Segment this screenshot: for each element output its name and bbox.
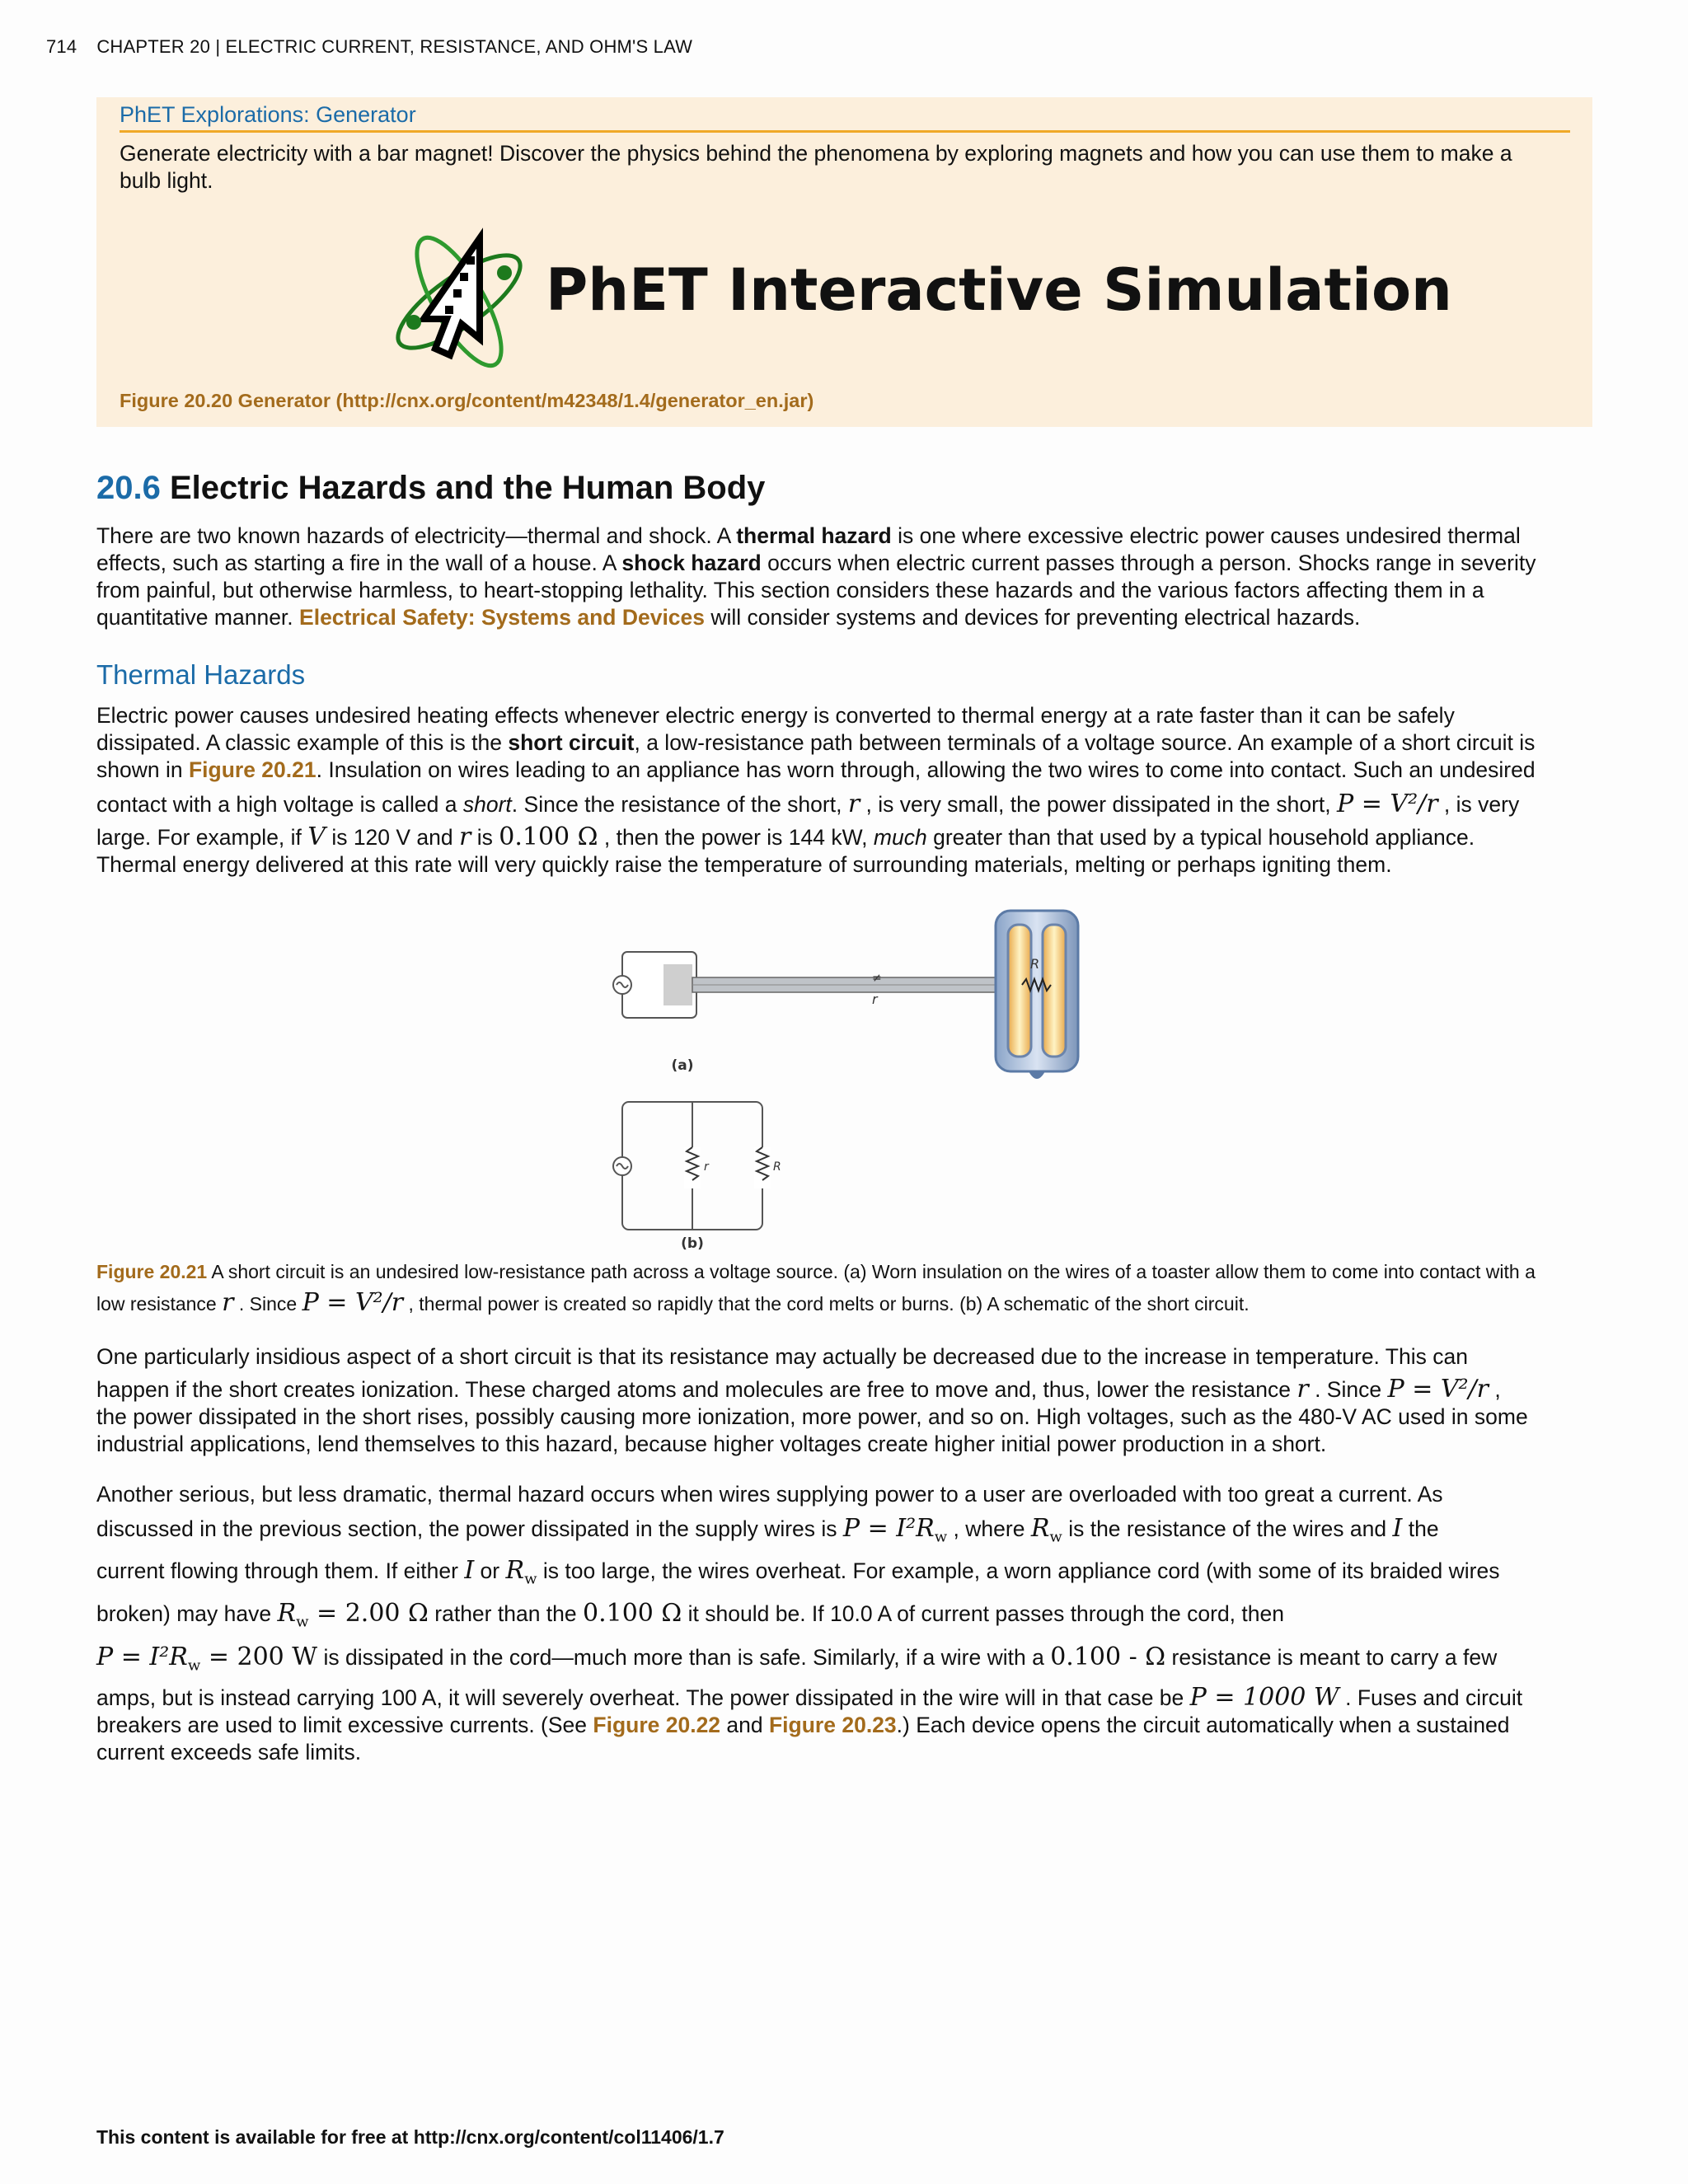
text-line: industrial applications, lend themselves to this hazard, because higher voltages create higher initial power production in a short. xyxy=(96,1432,1327,1456)
math-rw-value: = 2.00 Ω xyxy=(308,1598,429,1628)
math-p-i2rw: P = I²R xyxy=(842,1514,935,1543)
caption-label: Figure 20.21 xyxy=(96,1261,208,1282)
figure-20-21-illustration xyxy=(610,907,1121,1253)
math-rw: R xyxy=(1030,1514,1050,1543)
math-0100-dash-ohm: 0.100 - Ω xyxy=(1050,1642,1166,1671)
running-head xyxy=(46,36,692,58)
term-shock-hazard: shock hazard xyxy=(621,551,762,575)
phet-description xyxy=(120,140,1570,194)
math-0100-ohm: 0.100 Ω xyxy=(583,1598,682,1628)
diagram-a xyxy=(613,911,1078,1079)
phet-desc-line: Generate electricity with a bar magnet! Discover the physics behind the phenomena by exploring magnets and how you can use them to make a xyxy=(120,141,1512,166)
figure-20-21-caption: Figure 20.21 A short circuit is an undesired low-resistance path across a voltage source. (a) Worn insulation on the wires of a toaster allow them to come into contact with a low resistance r . Since P = V²/r , thermal power is created so rapidly that the cord melts or burns. (b) A schematic of the short circuit. xyxy=(96,1261,1536,1317)
chapter-title: CHAPTER 20 | ELECTRIC CURRENT, RESISTANCE, AND OHM'S LAW xyxy=(96,36,693,57)
page-footer: This content is available for free at http://cnx.org/content/col11406/1.7 xyxy=(96,2126,724,2148)
math-p-i2rw: P = I²R xyxy=(96,1642,188,1671)
phet-desc-line: bulb light. xyxy=(120,168,213,193)
text-line: discussed in the previous section, the power dissipated in the supply wires is $P = I^2R_w$ , where $R_w$ is the resistance of the wires and I the xyxy=(96,1514,1439,1546)
phet-logo[interactable] xyxy=(381,223,1452,380)
svg-text:≠: ≠ xyxy=(872,972,882,985)
link-figure-20-23[interactable]: Figure 20.23 xyxy=(769,1713,897,1738)
section-number: 20.6 xyxy=(96,470,161,506)
math-v: V xyxy=(307,823,326,851)
text-line: large. For example, if V is 120 V and r is 0.100 Ω , then the power is 144 kW, much greater than that used by a typical household appliance. xyxy=(96,823,1475,851)
diagram-b xyxy=(613,1102,781,1252)
text-line: happen if the short creates ionization. These charged atoms and molecules are free to move and, thus, lower the resistance r . Since P = V²/r , xyxy=(96,1375,1501,1404)
phet-logo-text: PhET Interactive Simulation xyxy=(546,256,1452,324)
math-r: r xyxy=(459,823,471,851)
math-r: r xyxy=(847,790,860,818)
label-b: (b) xyxy=(681,1235,704,1252)
math-200w: = 200 W xyxy=(200,1642,318,1671)
term-thermal-hazard: thermal hazard xyxy=(736,523,892,548)
subheading-thermal-hazards: Thermal Hazards xyxy=(96,659,306,690)
text-line: from painful, but otherwise harmless, to heart-stopping lethality. This section considers these hazards and the various factors affecting them in a xyxy=(96,578,1484,602)
label-r-schematic: r xyxy=(704,1160,709,1174)
overload-paragraph xyxy=(96,1481,1597,1766)
thermal-paragraph xyxy=(96,702,1597,879)
text-line: Another serious, but less dramatic, thermal hazard occurs when wires supplying power to a user are overloaded with too great a current. As xyxy=(96,1482,1443,1507)
math-p-v2-r: P = V²/r xyxy=(302,1288,404,1317)
text-line: shown in Figure 20.21. Insulation on wires leading to an appliance has worn through, allowing the two wires to come into contact. Such an undesired xyxy=(96,757,1536,782)
math-i: I xyxy=(464,1556,475,1586)
page-number: 714 xyxy=(46,36,77,57)
term-short-circuit: short circuit xyxy=(508,730,635,755)
math-r: r xyxy=(222,1288,234,1317)
label-R: R xyxy=(1030,956,1040,972)
math-rw: R xyxy=(277,1598,297,1628)
text-line: quantitative manner. Electrical Safety: Systems and Devices will consider systems and devices for preventing electrical hazards. xyxy=(96,605,1361,630)
label-r: r xyxy=(872,991,878,1007)
text-line: One particularly insidious aspect of a short circuit is that its resistance may actually be decreased due to the increase in temperature. This can xyxy=(96,1344,1468,1369)
text-line: dissipated. A classic example of this is the short circuit, a low-resistance path between terminals of a voltage source. An example of a short circuit is xyxy=(96,730,1536,755)
insidious-paragraph xyxy=(96,1343,1597,1458)
label-R-schematic: R xyxy=(773,1160,781,1174)
math-0100-ohm: 0.100 Ω xyxy=(499,823,598,851)
math-p-v2-r: P = V²/r xyxy=(1387,1375,1489,1404)
link-figure-20-22[interactable]: Figure 20.22 xyxy=(593,1713,721,1738)
text-line: Thermal energy delivered at this rate will very quickly raise the temperature of surrounding materials, melting or perhaps igniting them. xyxy=(96,852,1392,877)
text-line: current exceeds safe limits. xyxy=(96,1740,362,1765)
text-line: effects, such as starting a fire in the wall of a house. A shock hazard occurs when electric current passes through a person. Shocks range in severity xyxy=(96,551,1536,575)
section-title: Electric Hazards and the Human Body xyxy=(169,470,766,506)
math-i: I xyxy=(1392,1514,1403,1543)
phet-exploration-box xyxy=(96,97,1592,427)
text-line: $P = I^2R_w = 200$ W is dissipated in the cord—much more than is safe. Similarly, if a wire with a 0.100 - Ω resistance is meant to carry a few xyxy=(96,1642,1498,1675)
text-line: There are two known hazards of electricity—thermal and shock. A thermal hazard is one where excessive electric power causes undesired thermal xyxy=(96,523,1521,548)
math-p-1000w: P = 1000 W xyxy=(1189,1683,1339,1713)
math-r: r xyxy=(1296,1375,1309,1404)
label-a: (a) xyxy=(671,1057,694,1074)
text-line: the power dissipated in the short rises, possibly causing more ionization, more power, and so on. High voltages, such as the 480-V AC used in some xyxy=(96,1404,1528,1429)
text-line: breakers are used to limit excessive currents. (See Figure 20.22 and Figure 20.23.) Each device opens the circuit automatically when a sustained xyxy=(96,1713,1510,1738)
math-p-v2-r: P = V²/r xyxy=(1337,790,1438,818)
text-line: current flowing through them. If either I or $R_w$ is too large, the wires overheat. For example, a worn appliance cord (with some of its braided wires xyxy=(96,1556,1500,1588)
link-figure-20-21[interactable]: Figure 20.21 xyxy=(188,757,316,782)
text-line: broken) may have $R_w = 2.00$ Ω rather than the 0.100 Ω it should be. If 10.0 A of current passes through the cord, then xyxy=(96,1598,1284,1630)
text-line: amps, but is instead carrying 100 A, it will severely overheat. The power dissipated in the wire will in that case be P = 1000 W . Fuses and circuit xyxy=(96,1683,1523,1713)
text-line: contact with a high voltage is called a short. Since the resistance of the short, r , is very small, the power dissipated in the short, P = V²/r , is very xyxy=(96,790,1520,818)
link-electrical-safety[interactable]: Electrical Safety: Systems and Devices xyxy=(299,605,706,630)
phet-box-title[interactable]: PhET Explorations: Generator xyxy=(120,102,1570,133)
intro-paragraph xyxy=(96,523,1597,631)
phet-cursor-atom-icon xyxy=(381,223,537,380)
section-heading xyxy=(96,470,765,507)
math-rw: R xyxy=(505,1556,525,1586)
figure-20-20-caption[interactable]: Figure 20.20 Generator (http://cnx.org/content/m42348/1.4/generator_en.jar) xyxy=(120,390,814,411)
text-line: Electric power causes undesired heating effects whenever electric energy is converted to thermal energy at a rate faster than it can be safely xyxy=(96,703,1455,728)
